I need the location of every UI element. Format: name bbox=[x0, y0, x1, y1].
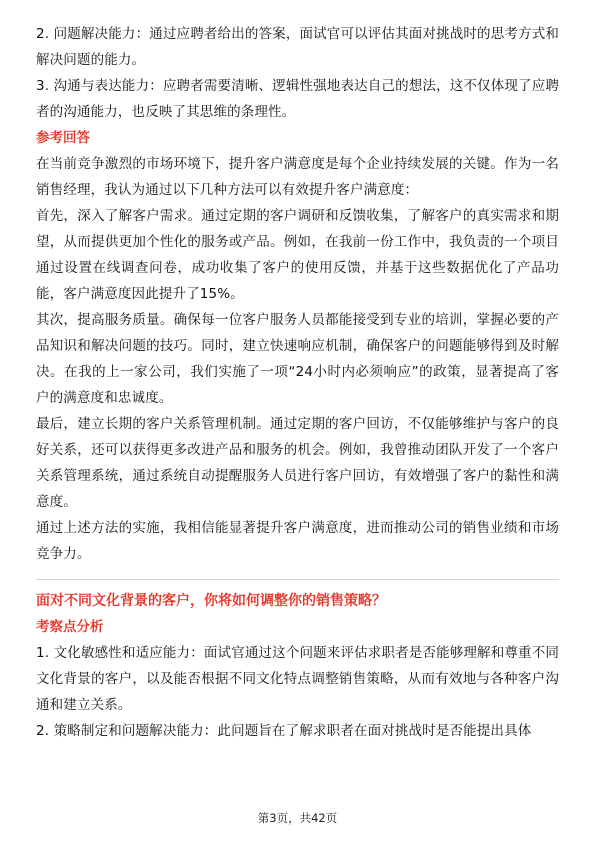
next-analysis-point-2: 2. 策略制定和问题解决能力：此问题旨在了解求职者在面对挑战时是否能提出具体 bbox=[36, 723, 532, 739]
answer-paragraph-intro: 在当前竞争激烈的市场环境下，提升客户满意度是每个企业持续发展的关键。作为一名销售经理，我认为通过以下几种方法可以有效提升客户满意度： bbox=[36, 156, 559, 198]
analysis-point-2: 2. 问题解决能力：通过应聘者给出的答案，面试官可以评估其面对挑战时的思考方式和解决问题的能力。 bbox=[36, 26, 559, 68]
analysis-heading: 考察点分析 bbox=[36, 619, 104, 635]
section-divider bbox=[36, 579, 559, 580]
question-title: 面对不同文化背景的客户，你将如何调整你的销售策略？ bbox=[36, 593, 386, 609]
reference-answer-heading: 参考回答 bbox=[36, 130, 90, 146]
answer-paragraph-last: 最后，建立长期的客户关系管理机制。通过定期的客户回访，不仅能够维护与客户的良好关系，还可以获得更多改进产品和服务的机会。例如，我曾推动团队开发了一个客户关系管理系统，通过系统自动提醒服务人员进行客户回访，有效增强了客户的黏性和满意度。 bbox=[36, 416, 559, 510]
answer-paragraph-conclusion: 通过上述方法的实施，我相信能显著提升客户满意度，进而推动公司的销售业绩和市场竞争力。 bbox=[36, 520, 559, 562]
next-analysis-point-1: 1. 文化敏感性和适应能力：面试官通过这个问题来评估求职者是否能够理解和尊重不同文化背景的客户，以及能否根据不同文化特点调整销售策略，从而有效地与各种客户沟通和建立关系。 bbox=[36, 645, 559, 713]
analysis-point-3: 3. 沟通与表达能力：应聘者需要清晰、逻辑性强地表达自己的想法，这不仅体现了应聘者的沟通能力，也反映了其思维的条理性。 bbox=[36, 78, 559, 120]
page-number: 第3页，共42页 bbox=[257, 811, 338, 825]
page-content bbox=[36, 21, 559, 744]
answer-paragraph-first: 首先，深入了解客户需求。通过定期的客户调研和反馈收集，了解客户的真实需求和期望，从而提供更加个性化的服务或产品。例如，在我前一份工作中，我负责的一个项目通过设置在线调查问卷，成功收集了客户的使用反馈，并基于这些数据优化了产品功能，客户满意度因此提升了15%。 bbox=[36, 208, 559, 302]
answer-paragraph-second: 其次，提高服务质量。确保每一位客户服务人员都能接受到专业的培训，掌握必要的产品知识和解决问题的技巧。同时，建立快速响应机制，确保客户的问题能够得到及时解决。在我的上一家公司，我们实施了一项“24小时内必须响应”的政策，显著提高了客户的满意度和忠诚度。 bbox=[36, 312, 559, 406]
